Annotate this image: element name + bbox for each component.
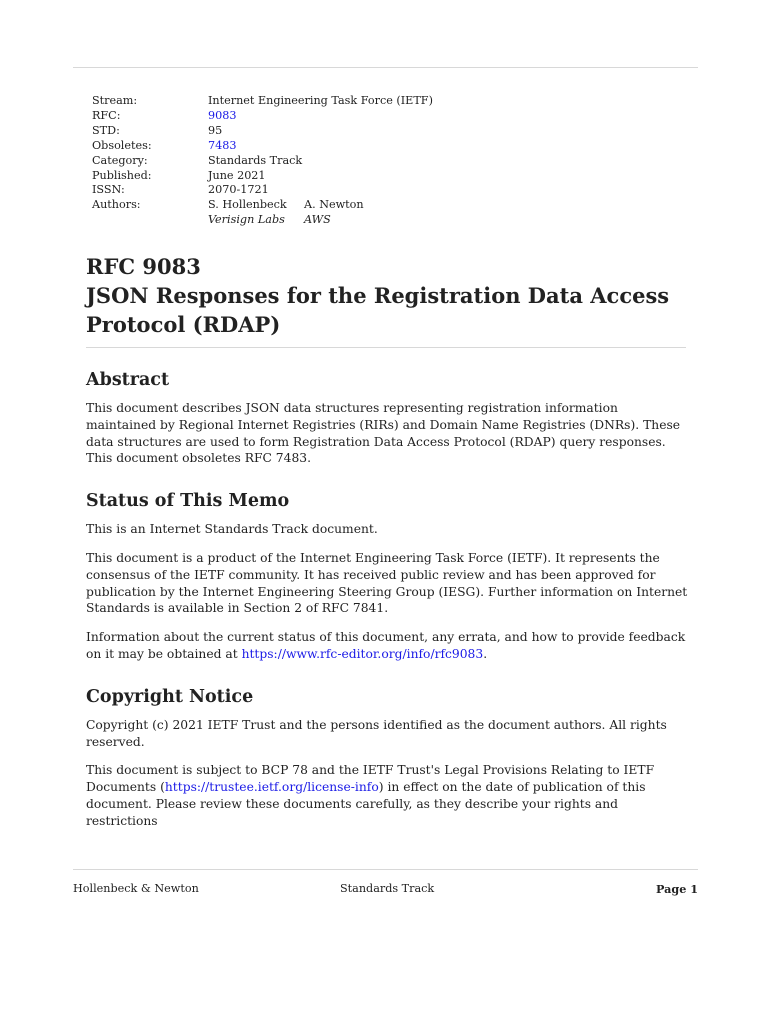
meta-row-published <box>92 169 433 184</box>
author-affiliation: Verisign Labs <box>208 213 285 227</box>
rfc-editor-info-link[interactable]: https://www.rfc-editor.org/info/rfc9083 <box>241 646 484 661</box>
meta-row-authors <box>92 198 433 213</box>
title-line: Protocol (RDAP) <box>86 312 281 337</box>
meta-row-rfc <box>92 109 433 124</box>
meta-label: Stream: <box>92 94 138 107</box>
meta-row-affiliations <box>92 213 433 228</box>
abstract-paragraph: This document describes JSON data structures representing registration information maintained by Regional Internet Registries (RIRs) and Domain Name Registries (DNRs). These data structures are used to form Registration Data Access Protocol (RDAP) query responses. This document obsoletes RFC 7483. <box>86 401 681 466</box>
meta-row-category <box>92 154 433 169</box>
document-metadata <box>92 94 433 228</box>
author-name: S. Hollenbeck <box>208 198 287 212</box>
rfc-number-link[interactable]: 9083 <box>208 108 237 122</box>
meta-label: Obsoletes: <box>92 138 152 152</box>
author-affiliations <box>208 213 331 228</box>
title-divider <box>86 347 686 348</box>
footer-authors: Hollenbeck & Newton <box>73 882 199 895</box>
meta-value: 2070-1721 <box>208 183 269 197</box>
meta-label: Category: <box>92 153 148 167</box>
meta-row-obsoletes <box>92 139 433 154</box>
document-body <box>86 252 688 830</box>
title-rfc-number: RFC 9083 <box>86 254 201 279</box>
meta-row-std <box>92 124 433 139</box>
status-paragraph: This is an Internet Standards Track document. <box>86 522 378 537</box>
meta-label: RFC: <box>92 108 121 122</box>
meta-label: STD: <box>92 123 120 137</box>
meta-value: Standards Track <box>208 153 303 167</box>
document-title <box>86 252 688 339</box>
meta-value: June 2021 <box>208 168 266 182</box>
meta-label: ISSN: <box>92 183 125 197</box>
footer-category: Standards Track <box>340 882 435 895</box>
obsoletes-link[interactable]: 7483 <box>208 138 237 152</box>
title-line: JSON Responses for the Registration Data Access <box>86 283 670 308</box>
copyright-paragraph: Copyright (c) 2021 IETF Trust and the persons identified as the document authors. All rights reserved. <box>86 717 667 749</box>
header-rule <box>73 67 698 68</box>
trustee-license-link[interactable]: https://trustee.ietf.org/license-info <box>164 780 379 795</box>
footer-page-number: Page 1 <box>656 882 698 896</box>
meta-value: Internet Engineering Task Force (IETF) <box>208 94 433 107</box>
meta-value: 95 <box>208 123 223 137</box>
meta-label: Authors: <box>92 198 141 212</box>
author-affiliation: AWS <box>304 213 331 227</box>
copyright-paragraph: This document is subject to BCP 78 and the IETF Trust's Legal Provisions Relating to IETF Documents (https://trustee.ietf.org/license-info) in effect on the date of publication of this document. Please review these documents carefully, as they describe your rights and restrictions <box>86 763 655 828</box>
abstract-heading: Abstract <box>86 370 170 390</box>
meta-row-issn <box>92 183 433 198</box>
status-paragraph: Information about the current status of this document, any errata, and how to provide feedback on it may be obtained at https://www.rfc-editor.org/info/rfc9083. <box>86 630 686 661</box>
meta-row-stream <box>92 94 433 109</box>
author-name: A. Newton <box>304 198 364 212</box>
status-heading: Status of This Memo <box>86 491 290 512</box>
author-names <box>208 198 364 213</box>
meta-label: Published: <box>92 168 152 182</box>
status-paragraph: This document is a product of the Internet Engineering Task Force (IETF). It represents the consensus of the IETF community. It has received public review and has been approved for publication by the Internet Engineering Steering Group (IESG). Further information on Internet Standards is available in Section 2 of RFC 7841. <box>86 550 688 616</box>
copyright-heading: Copyright Notice <box>86 686 254 707</box>
page-footer <box>73 881 698 897</box>
footer-rule <box>73 869 698 870</box>
